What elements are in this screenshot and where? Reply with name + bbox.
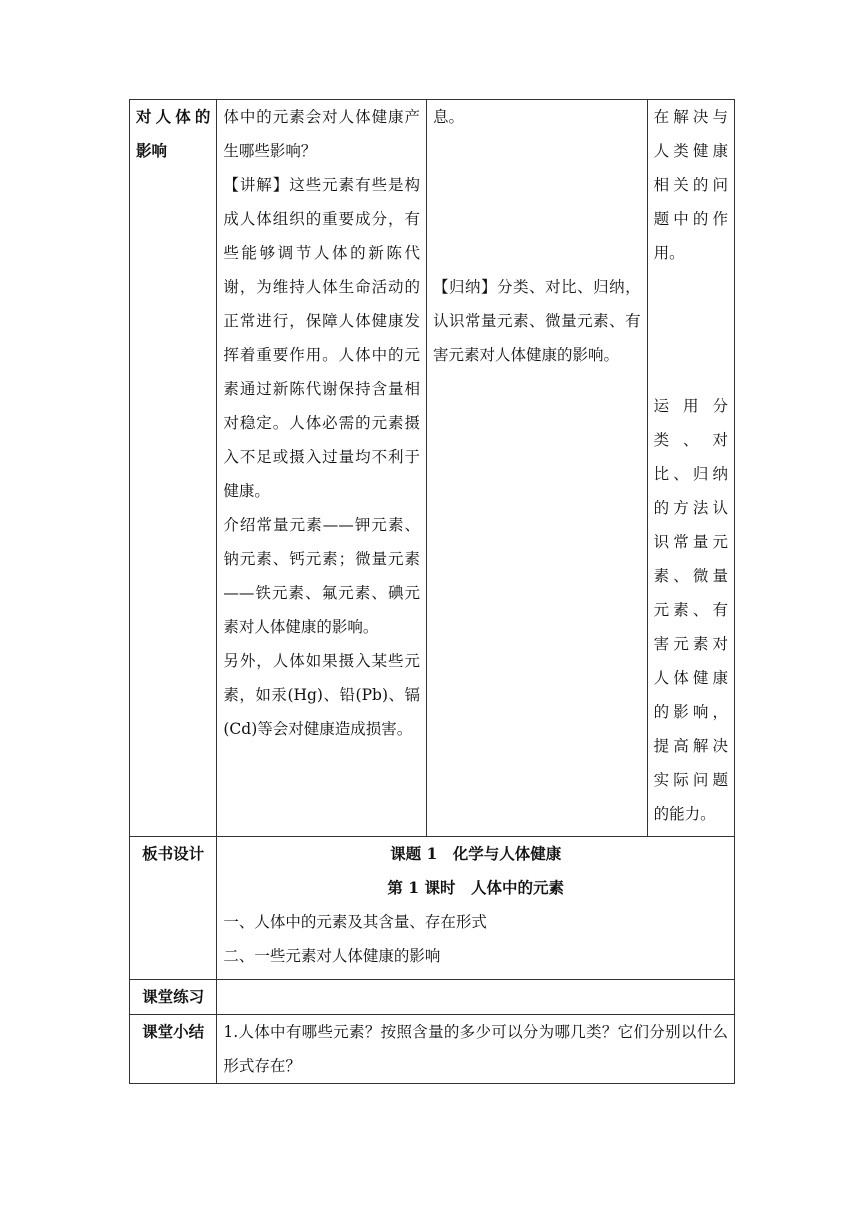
row-label-practice: 课堂练习 xyxy=(130,980,217,1015)
board-item: 二、一些元素对人体健康的影响 xyxy=(223,947,441,965)
row-label-influence: 对人体的影响 xyxy=(130,100,217,837)
teacher-paragraph: 介绍常量元素——钾元素、钠元素、钙元素；微量元素——铁元素、氟元素、碘元素对人体健康的影响。 xyxy=(223,516,421,636)
teacher-activity-cell xyxy=(217,100,427,837)
board-title: 课题 1 化学与人体健康 xyxy=(390,844,562,863)
practice-row xyxy=(130,980,735,1015)
intent-text-top: 在解决与人类健康相关的问题中的作用。 xyxy=(653,108,728,262)
summary-content: 1.人体中有哪些元素？按照含量的多少可以分为哪几类？它们分别以什么形式存在？ xyxy=(217,1015,735,1084)
influence-row xyxy=(130,100,735,837)
practice-content xyxy=(217,980,735,1015)
teacher-paragraph: 体中的元素会对人体健康产生哪些影响？ xyxy=(223,108,421,160)
teacher-paragraph: 另外，人体如果摄入某些元素，如汞(Hg)、铅(Pb)、镉(Cd)等会对健康造成损害。 xyxy=(223,652,421,738)
row-label-board: 板书设计 xyxy=(130,837,217,980)
summary-row xyxy=(130,1015,735,1084)
intent-text-bottom: 运用分类、对比、归纳的方法认识常量元素、微量元素、有害元素对人体健康的影响，提高解决实际问题的能力。 xyxy=(653,397,728,823)
row-label-summary: 课堂小结 xyxy=(130,1015,217,1084)
teacher-paragraph: 【讲解】这些元素有些是构成人体组织的重要成分，有些能够调节人体的新陈代谢，为维持人体生命活动的正常进行，保障人体健康发挥着重要作用。人体中的元素通过新陈代谢保持含量相对稳定。人体必需的元素摄入不足或摄入过量均不利于健康。 xyxy=(223,176,421,500)
student-text-top: 息。 xyxy=(433,108,465,126)
board-design-row xyxy=(130,837,735,980)
design-intent-cell xyxy=(647,100,734,837)
lesson-plan-table xyxy=(129,99,735,1084)
student-activity-cell xyxy=(427,100,648,837)
board-item: 一、人体中的元素及其含量、存在形式 xyxy=(223,913,487,931)
student-summary: 【归纳】分类、对比、归纳，认识常量元素、微量元素、有害元素对人体健康的影响。 xyxy=(433,278,641,364)
board-design-content xyxy=(217,837,735,980)
board-subtitle: 第 1 课时 人体中的元素 xyxy=(387,878,564,897)
